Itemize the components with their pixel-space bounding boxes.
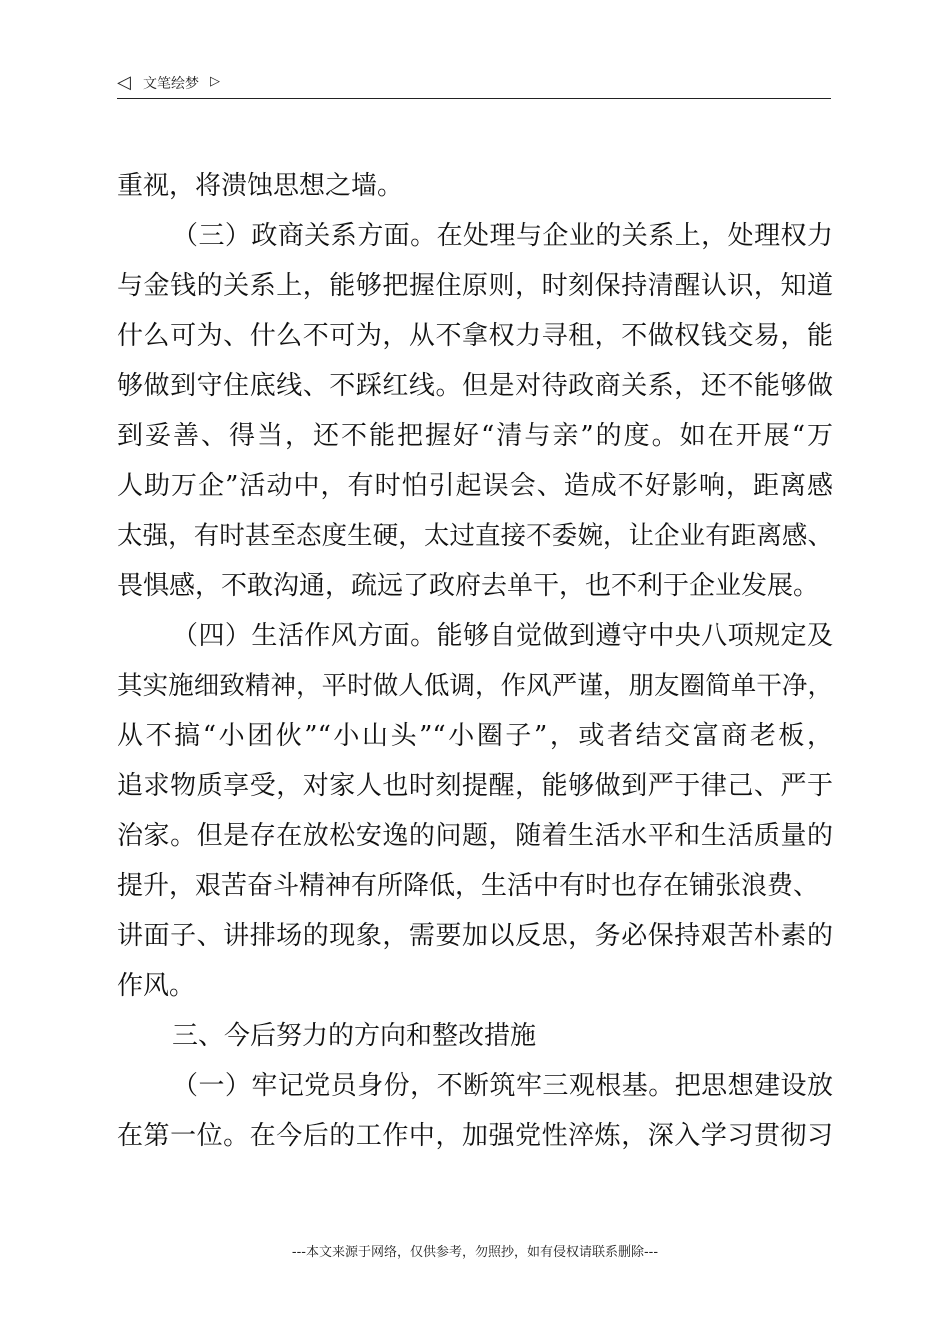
body-line: 从不搞“小团伙”“小山头”“小圈子”，或者结交富商老板， [117,721,833,751]
body-line: 人助万企”活动中，有时怕引起误会、造成不好影响，距离感 [117,471,833,501]
body-line: 治家。但是存在放松安逸的问题，随着生活水平和生活质量的 [117,821,833,851]
page-header [117,72,831,99]
body-line: 讲面子、讲排场的现象，需要加以反思，务必保持艰苦朴素的 [117,921,833,951]
body-line: 到妥善、得当，还不能把握好“清与亲”的度。如在开展“万 [117,421,833,451]
header-title: 文笔绘梦 [143,76,199,92]
section-heading: 三、今后努力的方向和整改措施 [172,1021,537,1051]
body-line: 作风。 [117,971,196,1001]
body-line: 什么可为、什么不可为，从不拿权力寻租，不做权钱交易，能 [117,321,833,351]
body-line: 太强，有时甚至态度生硬，太过直接不委婉，让企业有距离感、 [117,521,833,551]
body-line: （一）牢记党员身份，不断筑牢三观根基。把思想建设放 [172,1071,833,1101]
body-line: 重视，将溃蚀思想之墙。 [117,171,404,201]
body-line: 畏惧感，不敢沟通，疏远了政府去单干，也不利于企业发展。 [117,571,820,601]
right-triangle-icon: ▷ [210,74,220,89]
body-line: 其实施细致精神，平时做人低调，作风严谨，朋友圈简单干净， [117,671,833,701]
body-line: （三）政商关系方面。在处理与企业的关系上，处理权力 [172,221,833,251]
body-line: 提升，艰苦奋斗精神有所降低，生活中有时也存在铺张浪费、 [117,871,820,901]
left-triangle-icon: ◁ [117,72,131,93]
body-line: 在第一位。在今后的工作中，加强党性淬炼，深入学习贯彻习 [117,1121,833,1151]
body-line: 追求物质享受，对家人也时刻提醒，能够做到严于律己、严于 [117,771,833,801]
footer-disclaimer: ---本文来源于网络，仅供参考，勿照抄，如有侵权请联系删除--- [291,1245,659,1260]
body-line: 与金钱的关系上，能够把握住原则，时刻保持清醒认识，知道 [117,271,833,301]
body-line: 够做到守住底线、不踩红线。但是对待政商关系，还不能够做 [117,371,833,401]
body-line: （四）生活作风方面。能够自觉做到遵守中央八项规定及 [172,621,833,651]
